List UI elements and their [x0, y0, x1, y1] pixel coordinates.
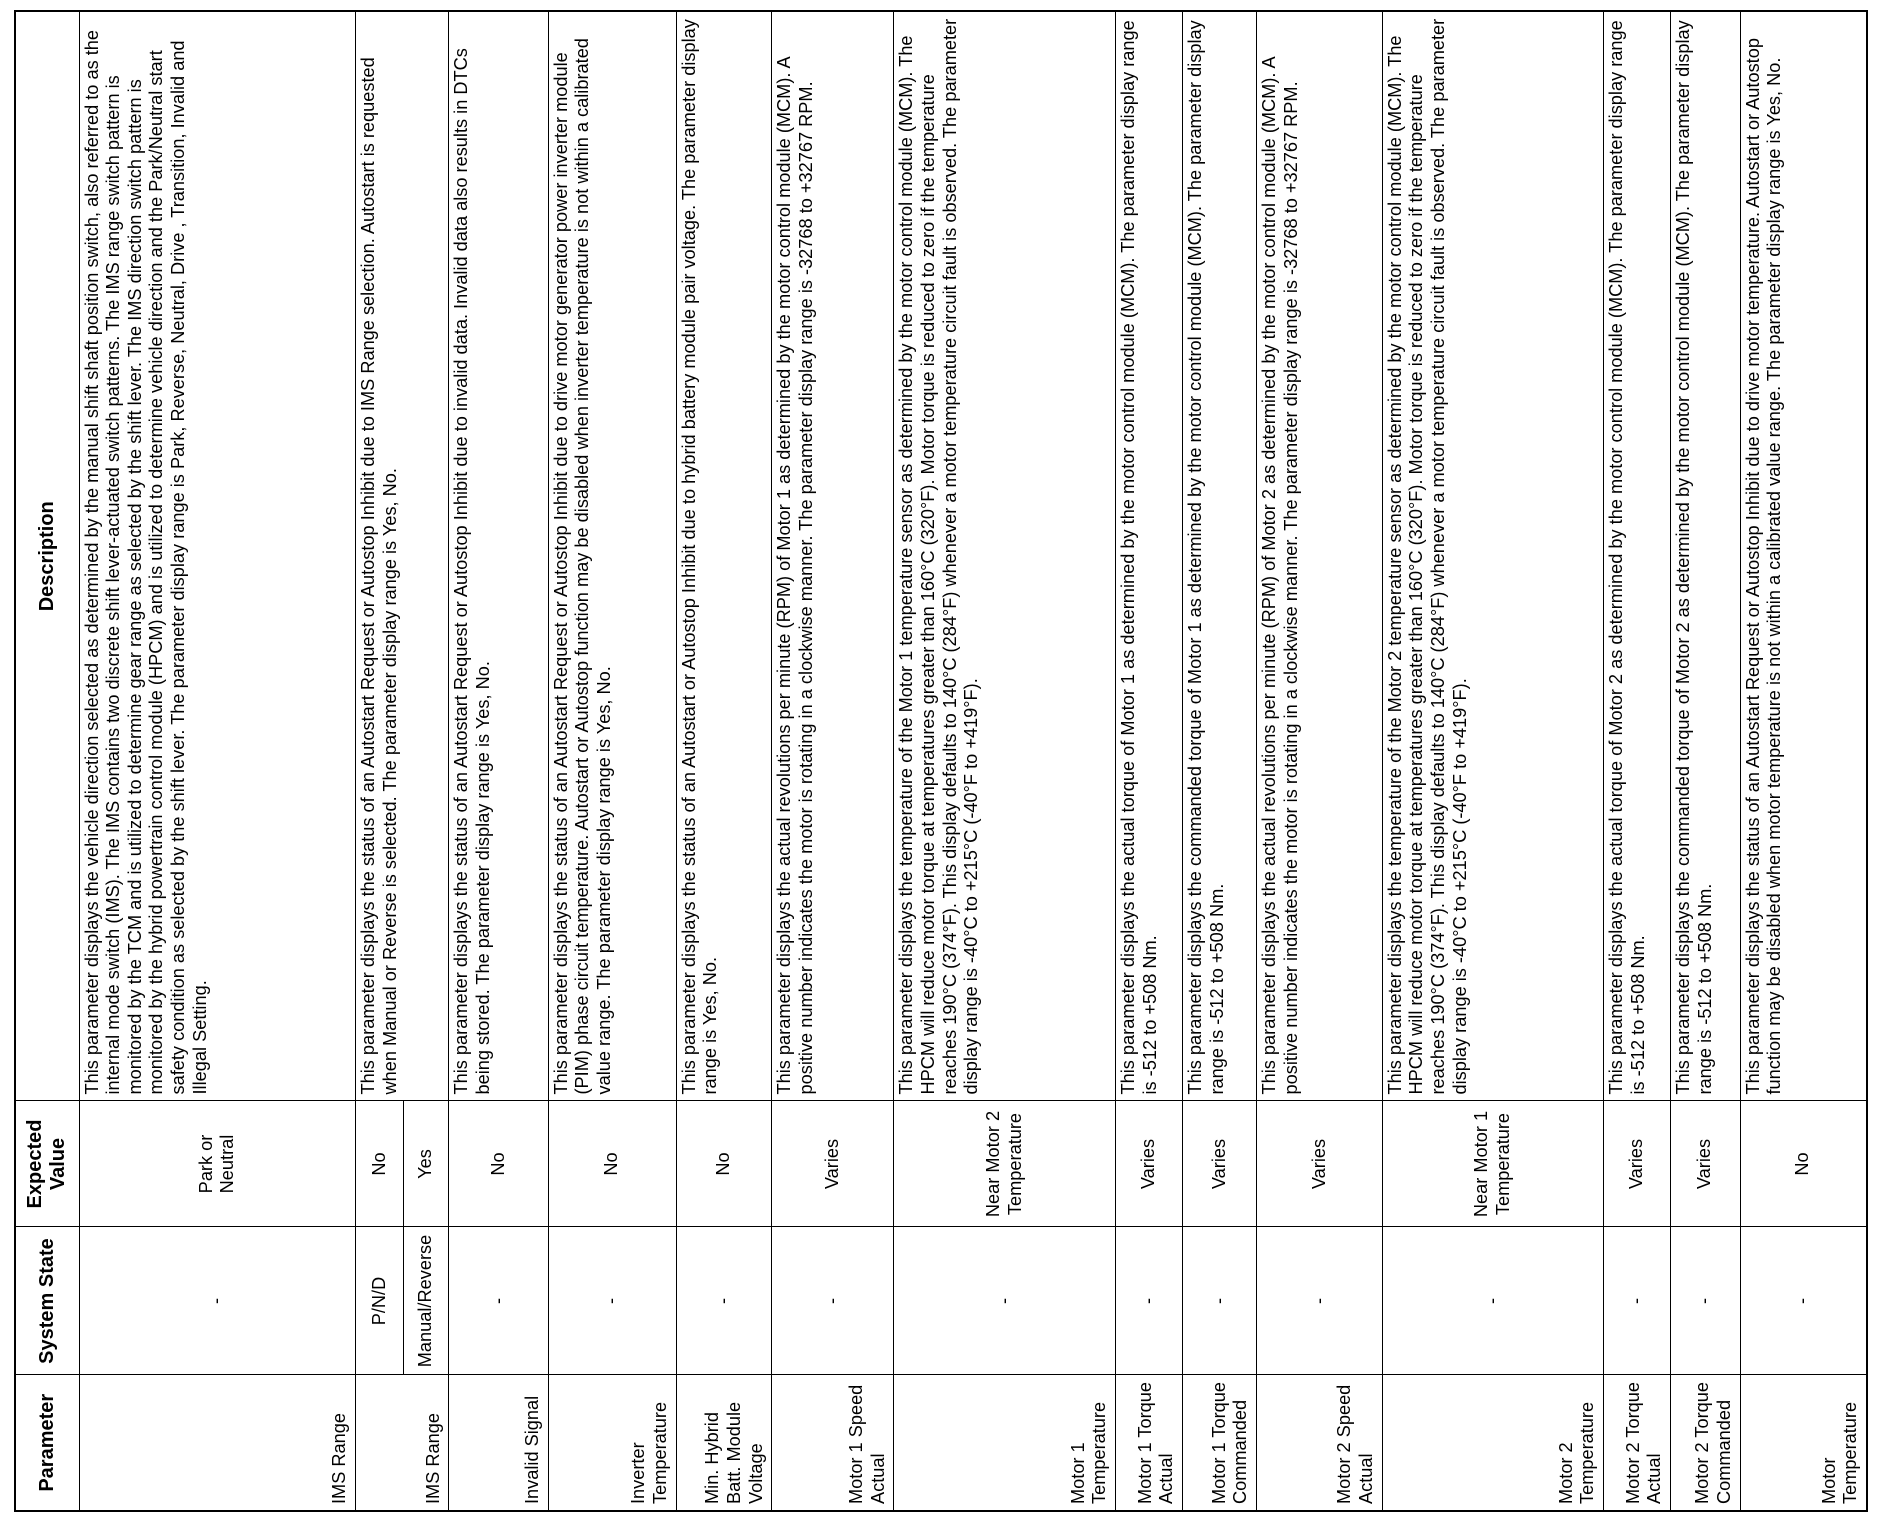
table-row — [1382, 11, 1603, 1511]
parameter-cell: Motor 2 Torque Actual — [1604, 1375, 1671, 1511]
system-state-cell: - — [894, 1227, 1115, 1375]
system-state-cell: - — [1671, 1227, 1740, 1375]
description-cell: This parameter displays the status of an Autostart or Autostop Inhibit due to hybrid battery module pair voltage. The parameter display range is Yes, No. — [676, 11, 772, 1101]
expected-value-cell: Near Motor 2 Temperature — [894, 1101, 1115, 1227]
parameter-cell: Motor 2 Torque Commanded — [1671, 1375, 1740, 1511]
table-row — [1740, 11, 1867, 1511]
table-row — [676, 11, 772, 1511]
parameter-cell: IMS Range — [355, 1375, 448, 1511]
description-cell: This parameter displays the commanded torque of Motor 1 as determined by the motor control module (MCM). The parameter display range is -512 to +508 Nm. — [1182, 11, 1256, 1101]
parameter-cell: Motor 2 Temperature — [1382, 1375, 1603, 1511]
description-cell: This parameter displays the status of an Autostart Request or Autostop Inhibit due to drive motor temperature. Autostart or Autostop function may be disabled when motor temperature is not within a calibrated value range. The parameter display range is Yes, No. — [1740, 11, 1867, 1101]
table-row — [355, 11, 403, 1511]
system-state-cell: - — [1257, 1227, 1383, 1375]
table-row — [548, 11, 676, 1511]
expected-value-cell: Varies — [1604, 1101, 1671, 1227]
expected-value-cell: Park or Neutral — [79, 1101, 355, 1227]
system-state-cell: - — [1740, 1227, 1867, 1375]
header-row — [15, 11, 79, 1511]
table-row — [1115, 11, 1182, 1511]
expected-value-cell: Varies — [772, 1101, 894, 1227]
description-cell: This parameter displays the temperature of the Motor 2 temperature sensor as determined by the motor control module (MCM). The HPCM will reduce motor torque at temperatures greater than 160°C (320°F). Motor torque is reduced to zero if the temperature reaches 190°C (374°F). This display defaults to 140°C (284°F) whenever a motor temperature circuit fault is observed. The parameter display range is -40°C to +215°C (-40°F to +419°F). — [1382, 11, 1603, 1101]
system-state-cell: - — [1382, 1227, 1603, 1375]
system-state-cell: - — [1604, 1227, 1671, 1375]
description-cell: This parameter displays the commanded torque of Motor 2 as determined by the motor control module (MCM). The parameter display range is -512 to +508 Nm. — [1671, 11, 1740, 1101]
parameter-cell: Motor 1 Temperature — [894, 1375, 1115, 1511]
expected-value-cell: Yes — [403, 1101, 448, 1227]
expected-value-cell: Varies — [1115, 1101, 1182, 1227]
parameter-cell: Invalid Signal — [449, 1375, 548, 1511]
expected-value-cell: No — [676, 1101, 772, 1227]
system-state-cell: - — [1115, 1227, 1182, 1375]
system-state-cell: - — [1182, 1227, 1256, 1375]
system-state-cell: - — [772, 1227, 894, 1375]
header-system-state: System State — [15, 1227, 79, 1375]
header-description: Description — [15, 11, 79, 1101]
description-cell: This parameter displays the actual revolutions per minute (RPM) of Motor 2 as determined by the motor control module (MCM). A positive number indicates the motor is rotating in a clockwise manner. The parameter display range is -32768 to +32767 RPM. — [1257, 11, 1383, 1101]
description-cell: This parameter displays the actual torque of Motor 1 as determined by the motor control module (MCM). The parameter display range is -512 to +508 Nm. — [1115, 11, 1182, 1101]
system-state-cell: - — [676, 1227, 772, 1375]
description-cell: This parameter displays the actual revolutions per minute (RPM) of Motor 1 as determined by the motor control module (MCM). A positive number indicates the motor is rotating in a clockwise manner. The parameter display range is -32768 to +32767 RPM. — [772, 11, 894, 1101]
header-expected-value: Expected Value — [15, 1101, 79, 1227]
parameter-cell: Motor Temperature — [1740, 1375, 1867, 1511]
system-state-cell: - — [79, 1227, 355, 1375]
description-cell: This parameter displays the actual torque of Motor 2 as determined by the motor control module (MCM). The parameter display range is -512 to +508 Nm. — [1604, 11, 1671, 1101]
system-state-cell: - — [449, 1227, 548, 1375]
table-row — [894, 11, 1115, 1511]
expected-value-cell: No — [355, 1101, 403, 1227]
expected-value-cell: Varies — [1182, 1101, 1256, 1227]
header-parameter: Parameter — [15, 1375, 79, 1511]
table-row — [772, 11, 894, 1511]
description-cell: This parameter displays the status of an Autostart Request or Autostop Inhibit due to IMS Range selection. Autostart is requested when Manual or Reverse is selected. The parameter display range is Yes, No. — [355, 11, 448, 1101]
description-cell: This parameter displays the vehicle direction selected as determined by the manual shift shaft position switch, also referred to as the internal mode switch (IMS). The IMS contains two discrete shift lever-actuated switch patterns. The IMS range switch pattern is monitored by the TCM and is utilized to determine gear range as selected by the shift lever. The IMS direction switch pattern is monitored by the hybrid powertrain control module (HPCM) and is utilized to determine vehicle direction and the Park/Neutral start safety condition as selected by the shift lever. The parameter display range is Park, Reverse, Neutral, Drive , Transition, Invalid and Illegal Setting. — [79, 11, 355, 1101]
table-row — [1182, 11, 1256, 1511]
parameter-cell: Inverter Temperature — [548, 1375, 676, 1511]
expected-value-cell: No — [1740, 1101, 1867, 1227]
table-row — [1257, 11, 1383, 1511]
expected-value-cell: No — [548, 1101, 676, 1227]
system-state-cell: P/N/D — [355, 1227, 403, 1375]
parameter-cell: Motor 1 Torque Commanded — [1182, 1375, 1256, 1511]
system-state-cell: Manual/Reverse — [403, 1227, 448, 1375]
description-cell: This parameter displays the status of an Autostart Request or Autostop Inhibit due to drive motor generator power inverter module (PIM) phase circuit temperature. Autostart or Autostop function may be disabled when inverter temperature is not within a calibrated value range. The parameter display range is Yes, No. — [548, 11, 676, 1101]
description-cell: This parameter displays the status of an Autostart Request or Autostop Inhibit due to invalid data. Invalid data also results in DTCs being stored. The parameter display range is Yes, No. — [449, 11, 548, 1101]
table-row — [449, 11, 548, 1511]
description-cell: This parameter displays the temperature of the Motor 1 temperature sensor as determined by the motor control module (MCM). The HPCM will reduce motor torque at temperatures greater than 160°C (320°F). Motor torque is reduced to zero if the temperature reaches 190°C (374°F). This display defaults to 140°C (284°F) whenever a motor temperature circuit fault is observed. The parameter display range is -40°C to +215°C (-40°F to +419°F). — [894, 11, 1115, 1101]
table-row — [1671, 11, 1740, 1511]
parameter-cell: Motor 1 Speed Actual — [772, 1375, 894, 1511]
parameter-cell: Motor 1 Torque Actual — [1115, 1375, 1182, 1511]
expected-value-cell: Varies — [1257, 1101, 1383, 1227]
parameter-cell: Motor 2 Speed Actual — [1257, 1375, 1383, 1511]
expected-value-cell: Varies — [1671, 1101, 1740, 1227]
expected-value-cell: Near Motor 1 Temperature — [1382, 1101, 1603, 1227]
system-state-cell: - — [548, 1227, 676, 1375]
parameter-cell: Min. Hybrid Batt. Module Voltage — [676, 1375, 772, 1511]
parameter-cell: IMS Range — [79, 1375, 355, 1511]
parameter-table — [14, 10, 1868, 1512]
expected-value-cell: No — [449, 1101, 548, 1227]
table-row — [79, 11, 355, 1511]
table-row — [1604, 11, 1671, 1511]
